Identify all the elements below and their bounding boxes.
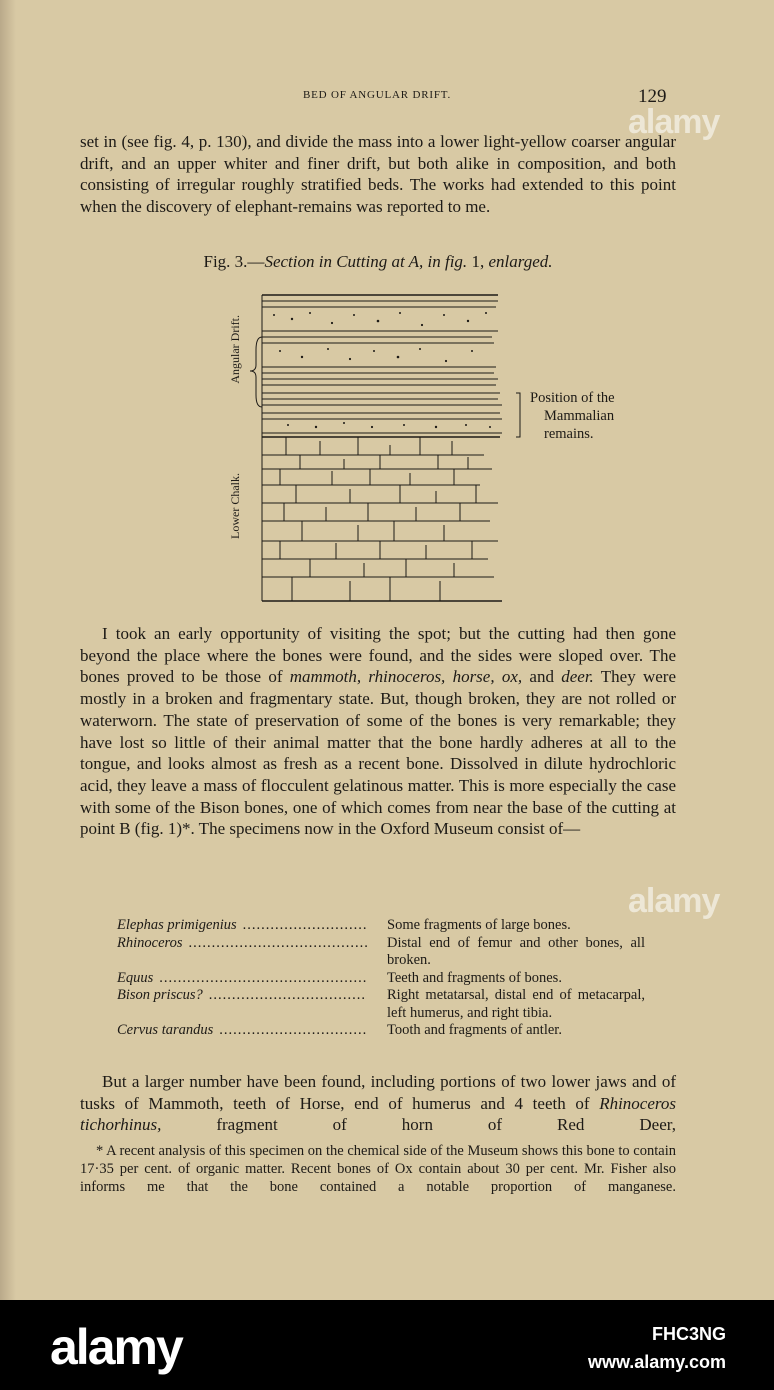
alamy-logo: alamy (50, 1319, 182, 1375)
specimen-row (117, 987, 647, 1022)
watermark-top-right: alamy (628, 103, 720, 141)
specimen-row (117, 970, 647, 988)
specimen-description: Right metatarsal, distal end of metacarpal, left humerus, and right tibia. (387, 987, 645, 1021)
specimen-name: Rhinoceros (117, 934, 183, 951)
p2-italic-deer: deer. (561, 667, 594, 687)
label-lower-chalk: Lower Chalk. (228, 473, 242, 539)
page-number: 129 (638, 86, 667, 107)
caption-end: enlarged. (488, 252, 553, 271)
specimen-name: Bison priscus? (117, 987, 203, 1003)
p2-italic-animals: mammoth, rhinoceros, horse, ox, (289, 667, 523, 687)
p3-italic-species: Rhinoceros tichorhinus, (80, 1093, 676, 1135)
p2-text-a: I took an early opportunity of visiting the spot; but the cutting had then gone beyond the place where the bones were found, and the sides were sloped over. The bones proved to be those of (80, 624, 676, 687)
paragraph-2 (80, 623, 676, 840)
section-diagram (240, 285, 540, 610)
label-angular-drift: Angular Drift. (228, 315, 242, 384)
page-binding-edge (0, 0, 16, 1300)
watermark-mid-right: alamy (628, 882, 720, 920)
specimen-description: Some fragments of large bones. (387, 917, 571, 933)
paragraph-1: set in (see fig. 4, p. 130), and divide the mass into a lower light-yellow coarser angular drift, and an upper whiter and finer drift, but both alike in composition, and both consisting of irregular roughly stratified beds. The works had extended to this point when the discovery of elephant-remains was reported to me. (80, 132, 676, 217)
p2-text-b: and (522, 667, 562, 687)
specimen-row (117, 1022, 647, 1040)
p2-text-c: They were mostly in a broken and fragmentary state. But, though broken, they are not rolled or waterworn. The state of preservation of some of the bones is very remarkable; they have lost so little of their animal matter that the bone hardly adheres at all to the tongue, and looks almost as fresh as a recent bone. Dissolved in dilute hydrochloric acid, they leave a mass of flocculent gelatinous matter. This is more especially the case with some of the Bison bones, one of which comes from near the base of the cutting at point B (fig. 1)*. The specimens now in the Oxford Museum consist of— (80, 667, 676, 839)
section-figure (220, 285, 670, 610)
caption-suffix: 1, (467, 252, 489, 271)
specimen-description: Teeth and fragments of bones. (387, 969, 562, 986)
specimen-name: Equus (117, 969, 154, 986)
specimen-name: Elephas primigenius (117, 917, 237, 933)
specimen-row (117, 917, 647, 935)
remains-note-line3: remains. (544, 426, 594, 442)
remains-note-line2: Mammalian (544, 408, 615, 424)
remains-note-line1: Position of the (530, 390, 615, 406)
specimen-table (117, 917, 647, 1040)
footnote: * A recent analysis of this specimen on the chemical side of the Museum shows this bone to contain 17·35 per cent. of organic matter. Recent bones of Ox contain about 30 per cent. Mr. Fisher also informs me that the bone contained a notable proportion of manganese. (80, 1143, 676, 1195)
p3-text-a: But a larger number have been found, including portions of two lower jaws and of tusks of Mammoth, teeth of Horse, end of humerus and 4 teeth of (80, 1072, 676, 1113)
image-id: FHC3NG (651, 1324, 726, 1344)
paragraph-3 (80, 1071, 676, 1136)
running-head: BED OF ANGULAR DRIFT. (303, 89, 451, 101)
specimen-description: Tooth and fragments of antler. (387, 1022, 562, 1038)
specimen-description: Distal end of femur and other bones, all broken. (387, 934, 645, 968)
p3-text-b: fragment of horn of Red Deer, (161, 1115, 676, 1135)
specimen-name: Cervus tarandus (117, 1022, 214, 1038)
figure-caption (80, 252, 676, 272)
specimen-row (117, 935, 647, 970)
caption-prefix: Fig. 3.— (203, 252, 265, 271)
site-url[interactable]: www.alamy.com (587, 1352, 726, 1372)
caption-italic: Section in Cutting at A, in fig. (264, 252, 468, 271)
remains-note (530, 389, 615, 443)
